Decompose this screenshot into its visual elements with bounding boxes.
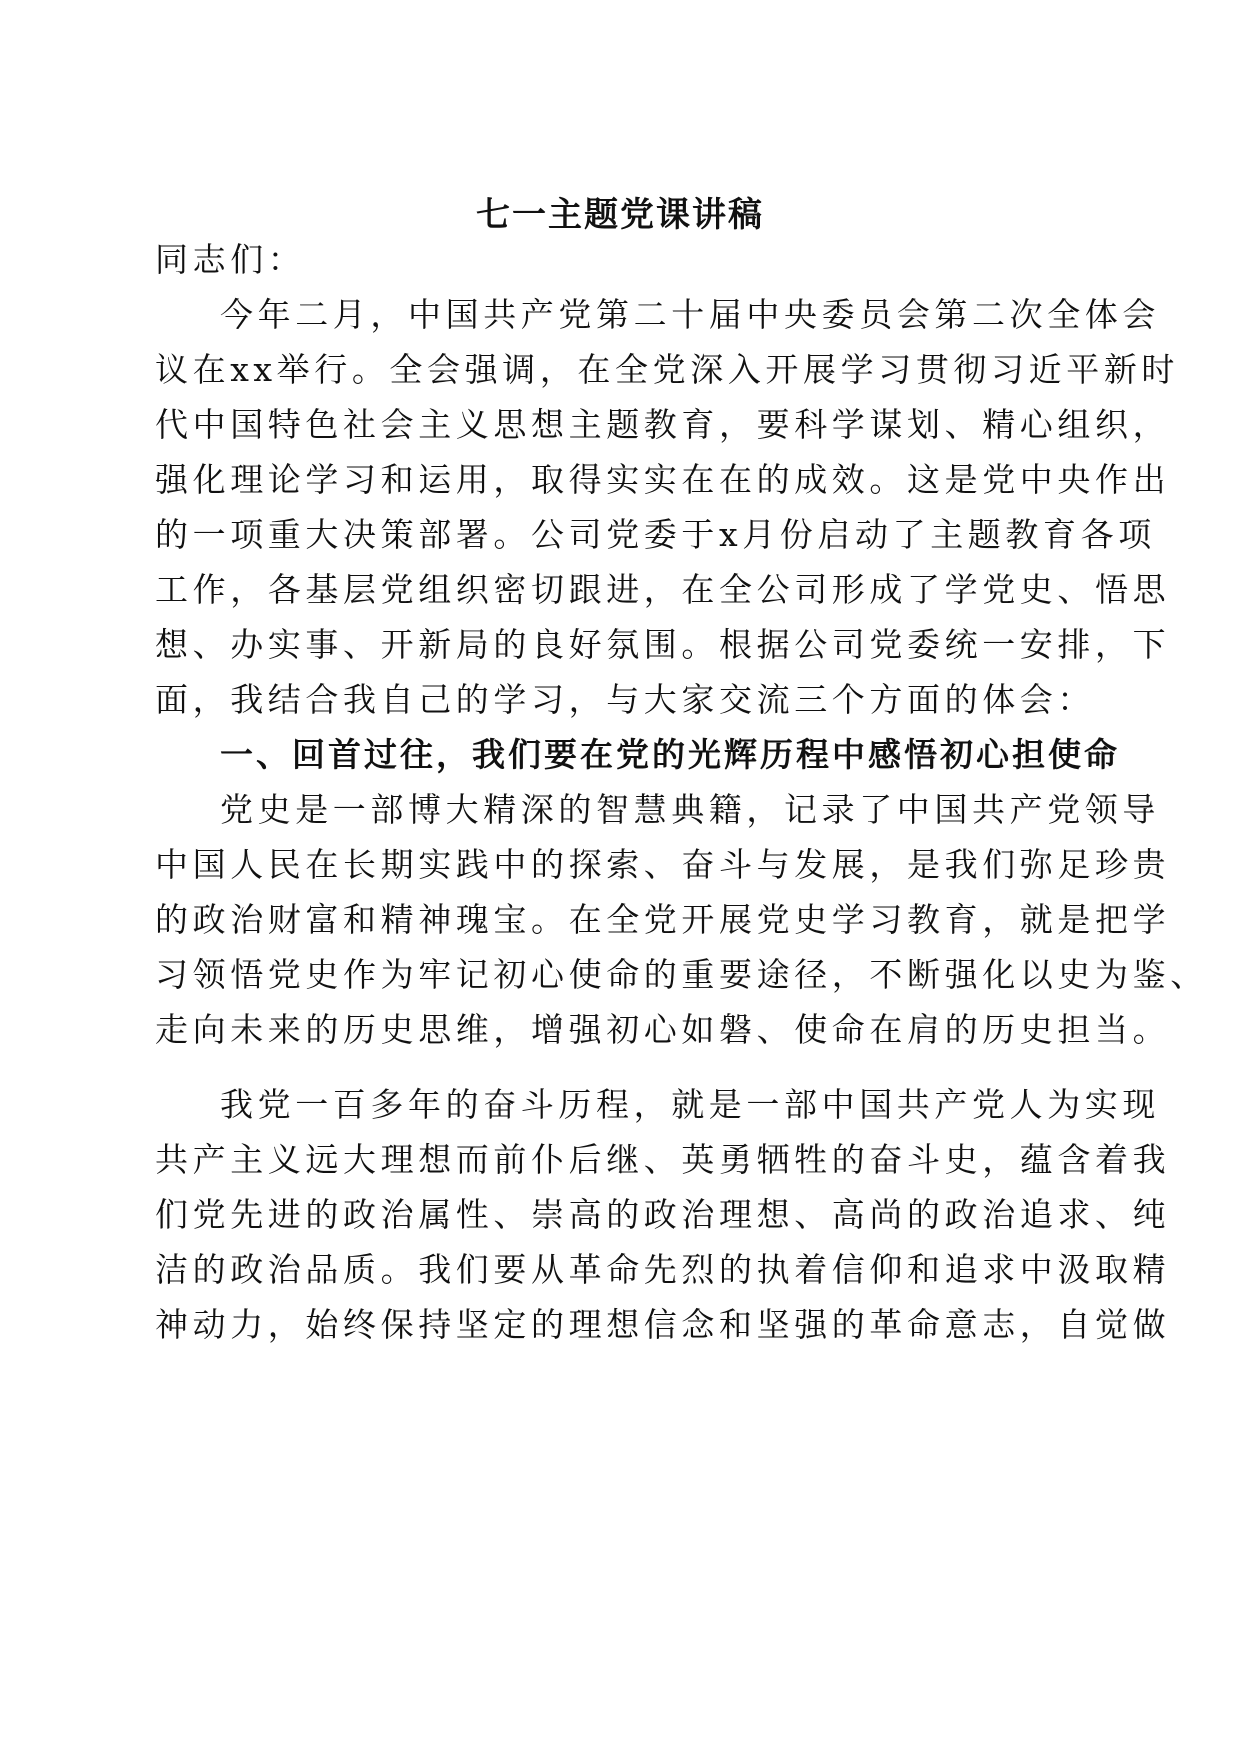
paragraph-1-line: 工作，各基层党组织密切跟进，在全公司形成了学党史、悟思 bbox=[155, 570, 1171, 609]
paragraph-3-line: 共产主义远大理想而前仆后继、英勇牺牲的奋斗史，蕴含着我 bbox=[155, 1140, 1171, 1179]
paragraph-1-line: 议在xx举行。全会强调，在全党深入开展学习贯彻习近平新时 bbox=[155, 350, 1180, 389]
paragraph-2-line: 走向未来的历史思维，增强初心如磐、使命在肩的历史担当。 bbox=[155, 1010, 1171, 1049]
paragraph-3-line: 神动力，始终保持坚定的理想信念和坚强的革命意志，自觉做 bbox=[155, 1305, 1171, 1344]
paragraph-3-line: 洁的政治品质。我们要从革命先烈的执着信仰和追求中汲取精 bbox=[155, 1250, 1171, 1289]
greeting: 同志们： bbox=[155, 240, 306, 279]
paragraph-3-line: 们党先进的政治属性、崇高的政治理想、高尚的政治追求、纯 bbox=[155, 1195, 1171, 1234]
paragraph-1-line: 今年二月，中国共产党第二十届中央委员会第二次全体会 bbox=[220, 295, 1160, 334]
paragraph-3-line: 我党一百多年的奋斗历程，就是一部中国共产党人为实现 bbox=[220, 1085, 1160, 1124]
paragraph-1-line: 面，我结合我自己的学习，与大家交流三个方面的体会： bbox=[155, 680, 1095, 719]
paragraph-1-line: 代中国特色社会主义思想主题教育，要科学谋划、精心组织， bbox=[155, 405, 1171, 444]
paragraph-1-line: 想、办实事、开新局的良好氛围。根据公司党委统一安排，下 bbox=[155, 625, 1171, 664]
paragraph-1-line: 的一项重大决策部署。公司党委于x月份启动了主题教育各项 bbox=[155, 515, 1156, 554]
paragraph-2-line: 中国人民在长期实践中的探索、奋斗与发展，是我们弥足珍贵 bbox=[155, 845, 1171, 884]
page-title: 七一主题党课讲稿 bbox=[476, 195, 764, 235]
paragraph-2-line: 党史是一部博大精深的智慧典籍，记录了中国共产党领导 bbox=[220, 790, 1160, 829]
paragraph-2-line: 的政治财富和精神瑰宝。在全党开展党史学习教育，就是把学 bbox=[155, 900, 1171, 939]
section-heading-1: 一、回首过往，我们要在党的光辉历程中感悟初心担使命 bbox=[220, 735, 1120, 774]
paragraph-2-line: 习领悟党史作为牢记初心使命的重要途径，不断强化以史为鉴、 bbox=[155, 955, 1208, 994]
paragraph-1-line: 强化理论学习和运用，取得实实在在的成效。这是党中央作出 bbox=[155, 460, 1171, 499]
